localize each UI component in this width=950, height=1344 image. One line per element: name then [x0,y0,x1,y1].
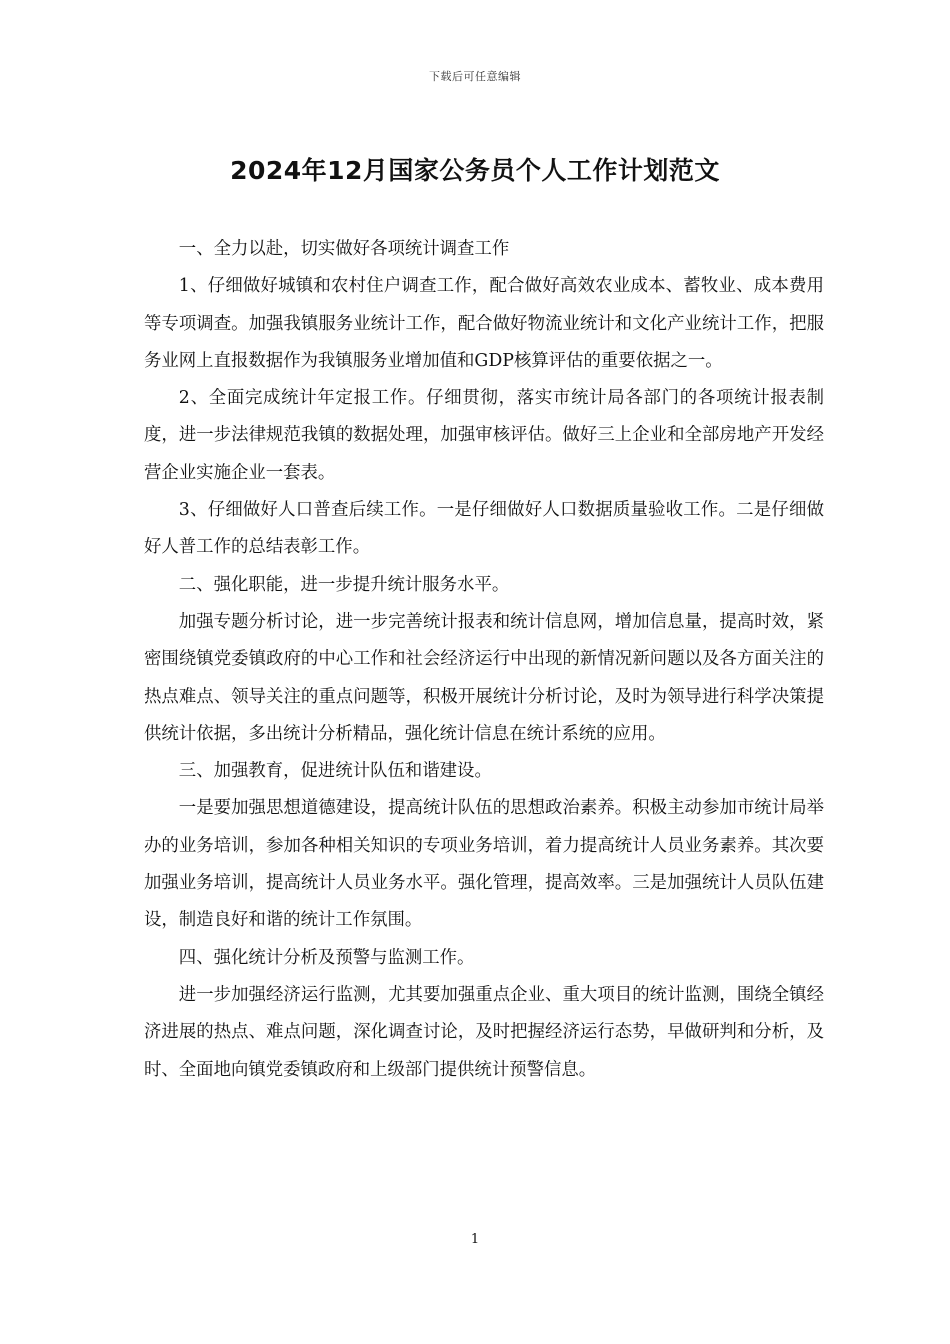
paragraph-1: 1、仔细做好城镇和农村住户调查工作，配合做好高效农业成本、蓄牧业、成本费用等专项调查。加强我镇服务业统计工作，配合做好物流业统计和文化产业统计工作，把服务业网上直报数据作为我镇服务业增加值和GDP核算评估的重要依据之一。 [144,276,824,371]
section-heading-3: 三、加强教育，促进统计队伍和谐建设。 [178,761,492,782]
document-title: 2024年12月国家公务员个人工作计划范文 [230,156,720,185]
paragraph-5: 一是要加强思想道德建设，提高统计队伍的思想政治素养。积极主动参加市统计局举办的业务培训，参加各种相关知识的专项业务培训，着力提高统计人员业务素养。其次要加强业务培训，提高统计人员业务水平。强化管理，提高效率。三是加强统计人员队伍建设，制造良好和谐的统计工作氛围。 [144,798,824,931]
section-heading-4: 四、强化统计分析及预警与监测工作。 [178,947,475,968]
paragraph-6: 进一步加强经济运行监测，尤其要加强重点企业、重大项目的统计监测，围绕全镇经济进展的热点、难点问题，深化调查讨论，及时把握经济运行态势，早做研判和分析，及时、全面地向镇党委镇政府和上级部门提供统计预警信息。 [144,984,824,1080]
header-note: 下载后可任意编辑 [429,70,521,83]
document-body [144,231,824,1089]
section-heading-1: 一、全力以赴，切实做好各项统计调查工作 [178,239,510,259]
section-heading-2: 二、强化职能，进一步提升统计服务水平。 [178,574,510,595]
page-number: 1 [470,1232,480,1247]
paragraph-2: 2、全面完成统计年定报工作。仔细贯彻，落实市统计局各部门的各项统计报表制度，进一步法律规范我镇的数据处理，加强审核评估。做好三上企业和全部房地产开发经营企业实施企业一套表。 [144,388,824,483]
paragraph-4: 加强专题分析讨论，进一步完善统计报表和统计信息网，增加信息量，提高时效，紧密围绕镇党委镇政府的中心工作和社会经济运行中出现的新情况新问题以及各方面关注的热点难点、领导关注的重点问题等，积极开展统计分析讨论，及时为领导进行科学决策提供统计依据，多出统计分析精品，强化统计信息在统计系统的应用。 [144,611,824,744]
paragraph-3: 3、仔细做好人口普查后续工作。一是仔细做好人口数据质量验收工作。二是仔细做好人普工作的总结表彰工作。 [144,500,824,558]
